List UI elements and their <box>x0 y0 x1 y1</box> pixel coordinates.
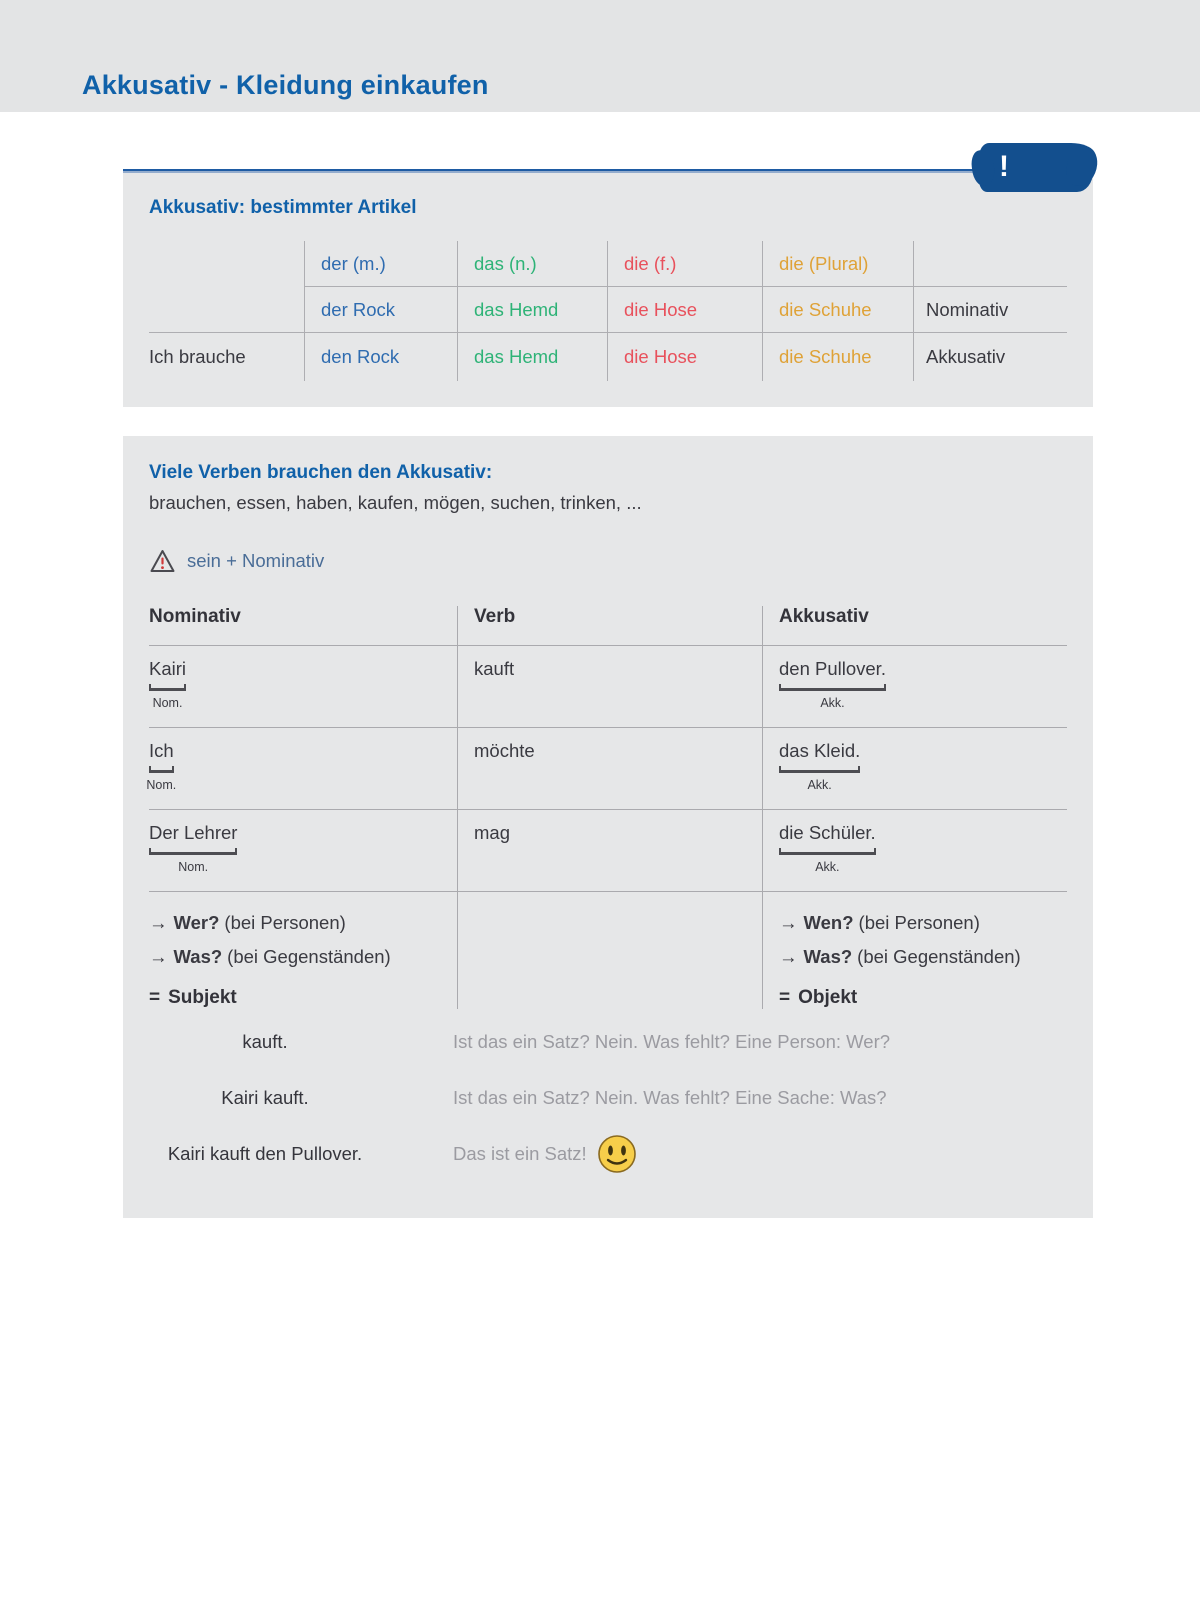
plural-cell: die Schuhe <box>762 287 913 333</box>
article-header-masculine: der (m.) <box>304 241 457 287</box>
header-akkusativ: Akkusativ <box>762 606 1067 646</box>
nominativ-underbrace <box>149 766 174 773</box>
row-lead-cell <box>149 287 304 333</box>
example-row <box>149 1126 1067 1182</box>
article-header-plural: die (Plural) <box>762 241 913 287</box>
akkusativ-underbrace <box>779 848 876 855</box>
article-table <box>149 241 1067 381</box>
subject-questions: → Wer? (bei Personen) → Was? (bei Gegenständen) = Subjekt <box>149 892 457 1009</box>
arrow-icon: → <box>149 946 168 967</box>
exclamation-badge <box>979 143 1093 192</box>
example-sentence: kauft. <box>242 1031 288 1052</box>
table-row <box>149 810 1067 892</box>
example-sentences <box>149 1014 1067 1182</box>
verb-column-empty <box>457 892 762 1009</box>
verb-list: brauchen, essen, haben, kaufen, mögen, suchen, trinken, ... <box>149 492 642 513</box>
akkusativ-underbrace <box>779 766 860 773</box>
feminine-cell: die Hose <box>607 287 762 333</box>
header-verb: Verb <box>457 606 762 646</box>
arrow-icon: → <box>149 912 168 933</box>
case-label-cell: Akkusativ <box>913 333 1067 381</box>
exclamation-icon: ! <box>999 150 1009 183</box>
example-sentence: Kairi kauft. <box>221 1087 309 1108</box>
article-table-header-row <box>149 241 1067 287</box>
plural-cell: die Schuhe <box>762 333 913 381</box>
case-label-cell: Nominativ <box>913 287 1067 333</box>
article-header-neuter: das (n.) <box>457 241 607 287</box>
example-row <box>149 1070 1067 1126</box>
article-header-case <box>913 241 1067 287</box>
masculine-cell: der Rock <box>304 287 457 333</box>
row-lead-cell: Ich brauche <box>149 346 246 367</box>
neuter-cell: das Hemd <box>457 287 607 333</box>
akkusativ-phrase: den Pullover. Akk. <box>779 658 886 710</box>
akkusativ-phrase: das Kleid. Akk. <box>779 740 861 792</box>
warning-text: sein + Nominativ <box>187 550 325 571</box>
example-comment: Ist das ein Satz? Nein. Was fehlt? Eine Sache: Was? <box>453 1087 887 1108</box>
questions-row <box>149 892 1067 1008</box>
object-questions: → Wen? (bei Personen) → Was? (bei Gegenständen) = Objekt <box>762 892 1067 1009</box>
arrow-icon: → <box>779 912 798 933</box>
subject-summary: = Subjekt <box>149 987 237 1008</box>
masculine-cell: den Rock <box>304 333 457 381</box>
warning-triangle-icon <box>149 548 176 574</box>
header-nominativ: Nominativ <box>149 606 457 646</box>
arrow-icon: → <box>779 946 798 967</box>
structure-table-header-row <box>149 606 1067 646</box>
warning-note <box>149 546 1067 576</box>
nominativ-phrase: Der Lehrer Nom. <box>149 822 238 874</box>
table-row <box>149 287 1067 333</box>
nominativ-phrase: Kairi Nom. <box>149 658 187 710</box>
equals-sign: = <box>779 987 791 1008</box>
example-sentence: Kairi kauft den Pullover. <box>167 1143 363 1164</box>
example-comment: Ist das ein Satz? Nein. Was fehlt? Eine Person: Wer? <box>453 1031 891 1052</box>
akkusativ-underbrace <box>779 684 886 691</box>
verb-cell: kauft <box>457 646 762 728</box>
nominativ-underbrace <box>149 684 186 691</box>
table-row <box>149 646 1067 728</box>
table-row <box>146 728 1067 810</box>
akkusativ-phrase: die Schüler. Akk. <box>779 822 876 874</box>
feminine-cell: die Hose <box>607 333 762 381</box>
definite-article-box <box>123 150 1093 407</box>
page-header-bar <box>0 0 1200 112</box>
neuter-cell: das Hemd <box>457 333 607 381</box>
article-header-empty <box>149 241 304 287</box>
box2-title: Viele Verben brauchen den Akkusativ: <box>149 462 493 483</box>
accusative-verbs-box <box>123 436 1093 1218</box>
verb-cell: mag <box>457 810 762 892</box>
object-summary: = Objekt <box>779 987 858 1008</box>
nominativ-phrase: Ich Nom. <box>146 740 177 792</box>
page-title: Akkusativ - Kleidung einkaufen <box>82 70 489 100</box>
smiley-icon <box>597 1134 637 1174</box>
example-row <box>149 1014 1067 1070</box>
box1-title: Akkusativ: bestimmter Artikel <box>149 197 417 218</box>
example-comment: Das ist ein Satz! <box>453 1134 637 1174</box>
sentence-structure-table <box>146 606 1067 1008</box>
table-row <box>149 333 1067 381</box>
equals-sign: = <box>149 987 161 1008</box>
verb-cell: möchte <box>457 728 762 810</box>
nominativ-underbrace <box>149 848 237 855</box>
article-header-feminine: die (f.) <box>607 241 762 287</box>
